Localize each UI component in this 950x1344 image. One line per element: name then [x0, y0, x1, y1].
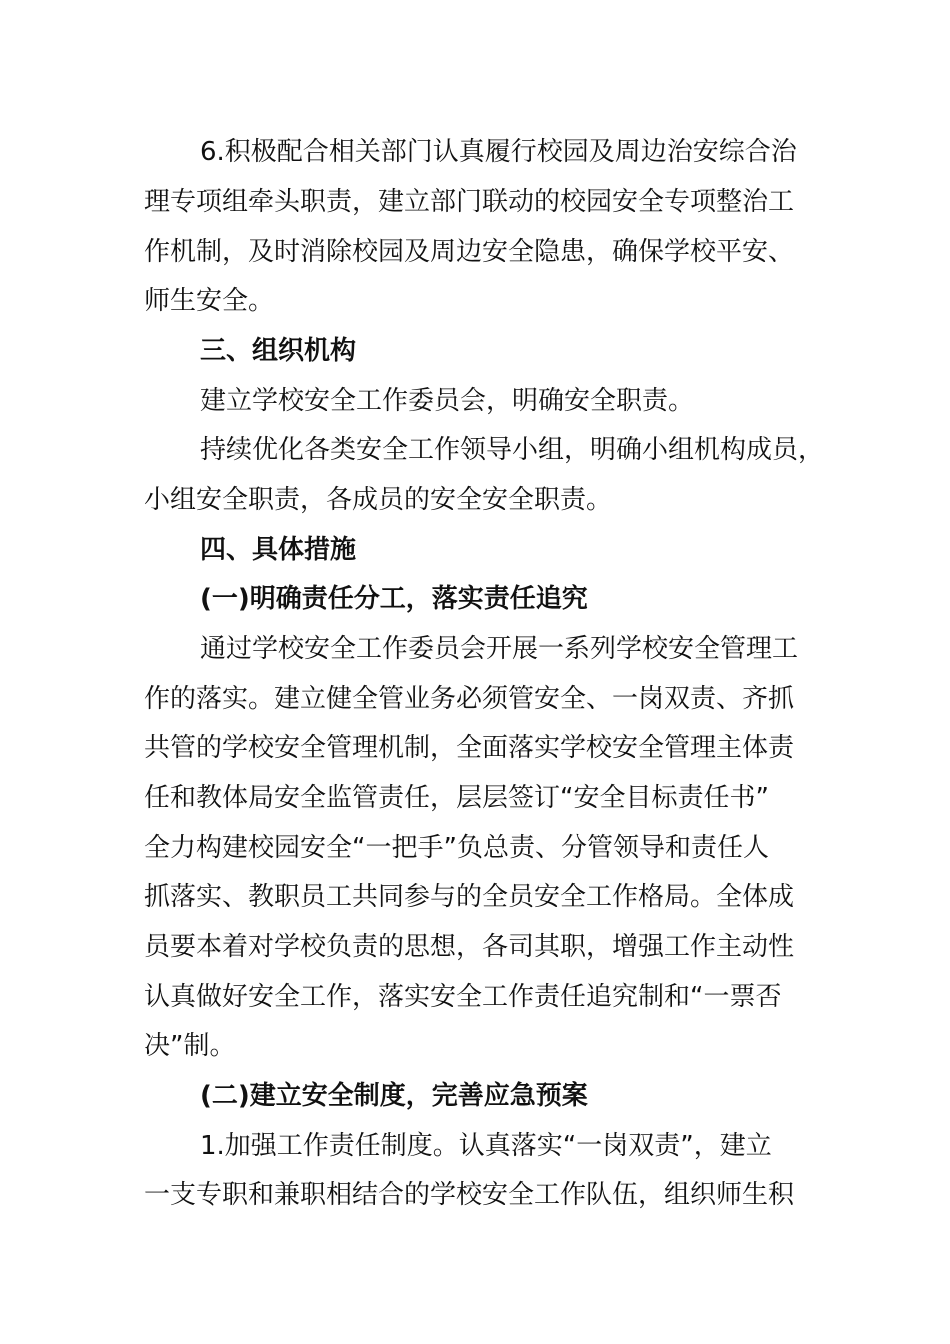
paragraph-responsibility-line-5: 全力构建校园安全“一把手”负总责、分管领导和责任人	[144, 833, 769, 863]
paragraph-responsibility-line-2: 作的落实。建立健全管业务必须管安全、一岗双责、齐抓	[144, 684, 795, 714]
section-heading-measures: 四、具体措施	[200, 535, 357, 565]
section-heading-organization: 三、组织机构	[200, 336, 357, 366]
paragraph-item-6-line-4: 师生安全。	[144, 286, 275, 316]
paragraph-responsibility-line-7: 员要本着对学校负责的思想，各司其职，增强工作主动性	[144, 932, 795, 962]
paragraph-responsibility-line-9: 决”制。	[144, 1031, 236, 1061]
paragraph-leadership-line-1: 持续优化各类安全工作领导小组，明确小组机构成员，	[200, 435, 825, 465]
paragraph-leadership-line-2: 小组安全职责，各成员的安全安全职责。	[144, 485, 613, 515]
paragraph-system-line-2: 一支专职和兼职相结合的学校安全工作队伍，组织师生积	[144, 1180, 795, 1210]
paragraph-item-6-line-3: 作机制，及时消除校园及周边安全隐患，确保学校平安、	[144, 237, 795, 267]
paragraph-item-6-line-2: 理专项组牵头职责，建立部门联动的校园安全专项整治工	[144, 187, 795, 217]
paragraph-responsibility-line-6: 抓落实、教职员工共同参与的全员安全工作格局。全体成	[144, 882, 795, 912]
paragraph-responsibility-line-4: 任和教体局安全监管责任，层层签订“安全目标责任书”	[144, 783, 769, 813]
paragraph-system-line-1: 1.加强工作责任制度。认真落实“一岗双责”，建立	[200, 1131, 772, 1161]
paragraph-committee: 建立学校安全工作委员会，明确安全职责。	[200, 386, 695, 416]
paragraph-responsibility-line-3: 共管的学校安全管理机制，全面落实学校安全管理主体责	[144, 733, 795, 763]
subheading-safety-system: (二)建立安全制度，完善应急预案	[200, 1081, 588, 1111]
paragraph-item-6-line-1: 6.积极配合相关部门认真履行校园及周边治安综合治	[200, 137, 797, 167]
subheading-responsibility: (一)明确责任分工，落实责任追究	[200, 584, 588, 614]
paragraph-responsibility-line-1: 通过学校安全工作委员会开展一系列学校安全管理工	[200, 634, 799, 664]
paragraph-responsibility-line-8: 认真做好安全工作，落实安全工作责任追究制和“一票否	[144, 982, 782, 1012]
